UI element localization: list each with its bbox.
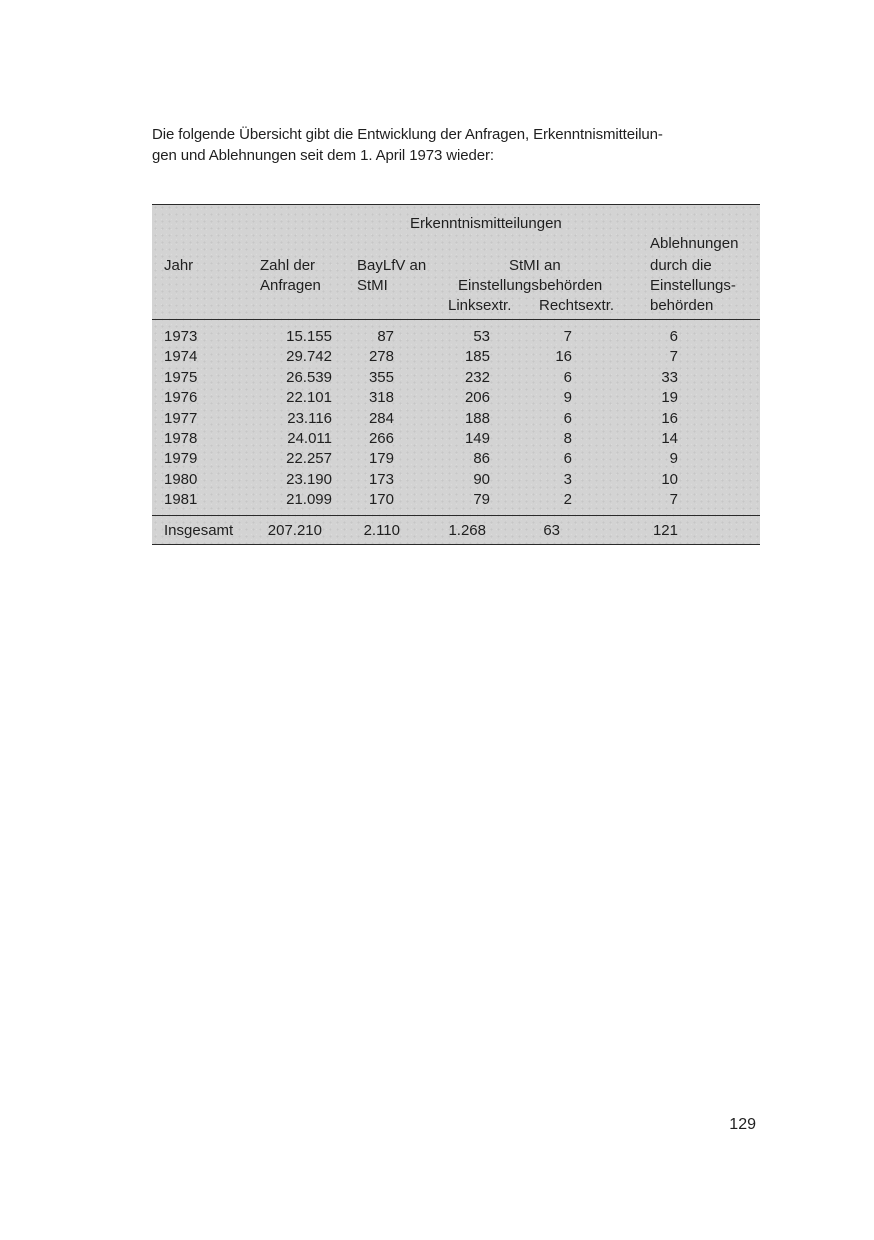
cell-jahr: 1977 (164, 409, 198, 427)
table-row (152, 368, 760, 388)
table-total-row (152, 521, 760, 541)
table-row (152, 429, 760, 449)
header-ablehnungen-line1: Ablehnungen (650, 235, 739, 252)
header-stmi-line2: Einstellungsbehörden (458, 277, 603, 294)
table-row (152, 490, 760, 510)
cell-baylfv: 170 (368, 491, 394, 509)
total-zahl: 207.210 (267, 522, 322, 539)
cell-zahl: 23.190 (286, 470, 332, 488)
cell-rechtsextr: 8 (563, 429, 572, 447)
cell-linksextr: 79 (473, 491, 490, 509)
cell-jahr: 1976 (164, 389, 198, 407)
cell-rechtsextr: 6 (563, 409, 572, 427)
cell-rechtsextr: 6 (563, 450, 572, 468)
header-rechtsextr: Rechtsextr. (539, 297, 615, 314)
cell-baylfv: 266 (368, 429, 394, 447)
cell-baylfv: 284 (368, 409, 394, 427)
intro-line-2: gen und Ablehnungen seit dem 1. April 1973 wieder: (152, 147, 494, 164)
cell-ablehnungen: 9 (669, 450, 678, 468)
cell-zahl: 26.539 (286, 368, 332, 386)
cell-linksextr: 185 (464, 348, 490, 366)
cell-ablehnungen: 7 (669, 348, 678, 366)
cell-ablehnungen: 14 (661, 429, 678, 447)
cell-linksextr: 149 (464, 429, 490, 447)
table-row (152, 388, 760, 408)
table-row (152, 449, 760, 469)
cell-baylfv: 179 (368, 450, 394, 468)
cell-jahr: 1975 (164, 368, 198, 386)
header-jahr: Jahr (164, 257, 194, 274)
cell-jahr: 1981 (164, 491, 198, 509)
cell-zahl: 21.099 (286, 491, 332, 509)
cell-ablehnungen: 16 (661, 409, 678, 427)
cell-rechtsextr: 16 (555, 348, 572, 366)
header-ablehnungen-line3: Einstellungs- (650, 277, 736, 294)
cell-jahr: 1974 (164, 348, 198, 366)
statistics-table (152, 204, 760, 545)
cell-rechtsextr: 7 (563, 328, 572, 345)
cell-ablehnungen: 7 (669, 491, 678, 509)
cell-zahl: 24.011 (287, 429, 332, 447)
cell-baylfv: 278 (368, 348, 394, 366)
header-zahl-line2: Anfragen (260, 277, 321, 294)
intro-paragraph (152, 124, 764, 166)
cell-jahr: 1979 (164, 450, 198, 468)
cell-jahr: 1973 (164, 328, 198, 345)
header-baylfv-line1: BayLfV an (357, 257, 427, 274)
cell-ablehnungen: 19 (661, 389, 678, 407)
total-baylfv: 2.110 (363, 522, 400, 539)
header-erkenntnismitteilungen: Erkenntnismitteilungen (410, 215, 562, 232)
cell-zahl: 22.257 (286, 450, 332, 468)
cell-zahl: 22.101 (286, 389, 332, 407)
cell-zahl: 23.116 (287, 409, 332, 427)
table-bottom-rule (152, 544, 760, 545)
table-row (152, 327, 760, 347)
cell-rechtsextr: 2 (563, 491, 572, 509)
header-linksextr: Linksextr. (448, 297, 512, 314)
total-ablehnungen: 121 (652, 522, 678, 539)
header-stmi-line1: StMI an (509, 257, 561, 274)
cell-zahl: 29.742 (286, 348, 332, 366)
table-top-rule (152, 204, 760, 205)
total-label: Insgesamt (164, 522, 234, 539)
cell-baylfv: 87 (377, 328, 394, 345)
cell-rechtsextr: 6 (563, 368, 572, 386)
cell-ablehnungen: 33 (661, 368, 678, 386)
intro-line-1: Die folgende Übersicht gibt die Entwicklung der Anfragen, Erkenntnismitteilun- (152, 126, 663, 143)
table-row (152, 409, 760, 429)
total-rechtsextr: 63 (543, 522, 560, 539)
table-row (152, 470, 760, 490)
header-ablehnungen-line4: behörden (650, 297, 714, 314)
table-body (152, 327, 760, 511)
total-linksextr: 1.268 (448, 522, 486, 539)
page-number: 129 (729, 1116, 756, 1133)
cell-rechtsextr: 3 (563, 470, 572, 488)
cell-linksextr: 232 (464, 368, 490, 386)
cell-baylfv: 173 (368, 470, 394, 488)
cell-linksextr: 53 (473, 328, 490, 345)
cell-ablehnungen: 6 (669, 328, 678, 345)
cell-linksextr: 86 (473, 450, 490, 468)
header-ablehnungen-line2: durch die (650, 257, 712, 274)
table-row (152, 347, 760, 367)
cell-jahr: 1980 (164, 470, 198, 488)
header-baylfv-line2: StMI (357, 277, 388, 294)
cell-linksextr: 90 (473, 470, 490, 488)
cell-baylfv: 355 (368, 368, 394, 386)
table-header-rule (152, 319, 760, 320)
cell-rechtsextr: 9 (563, 389, 572, 407)
cell-linksextr: 206 (464, 389, 490, 407)
cell-baylfv: 318 (368, 389, 394, 407)
cell-zahl: 15.155 (286, 328, 332, 345)
cell-linksextr: 188 (464, 409, 490, 427)
table-total-rule (152, 515, 760, 516)
cell-jahr: 1978 (164, 429, 198, 447)
header-zahl-line1: Zahl der (260, 257, 316, 274)
cell-ablehnungen: 10 (661, 470, 678, 488)
